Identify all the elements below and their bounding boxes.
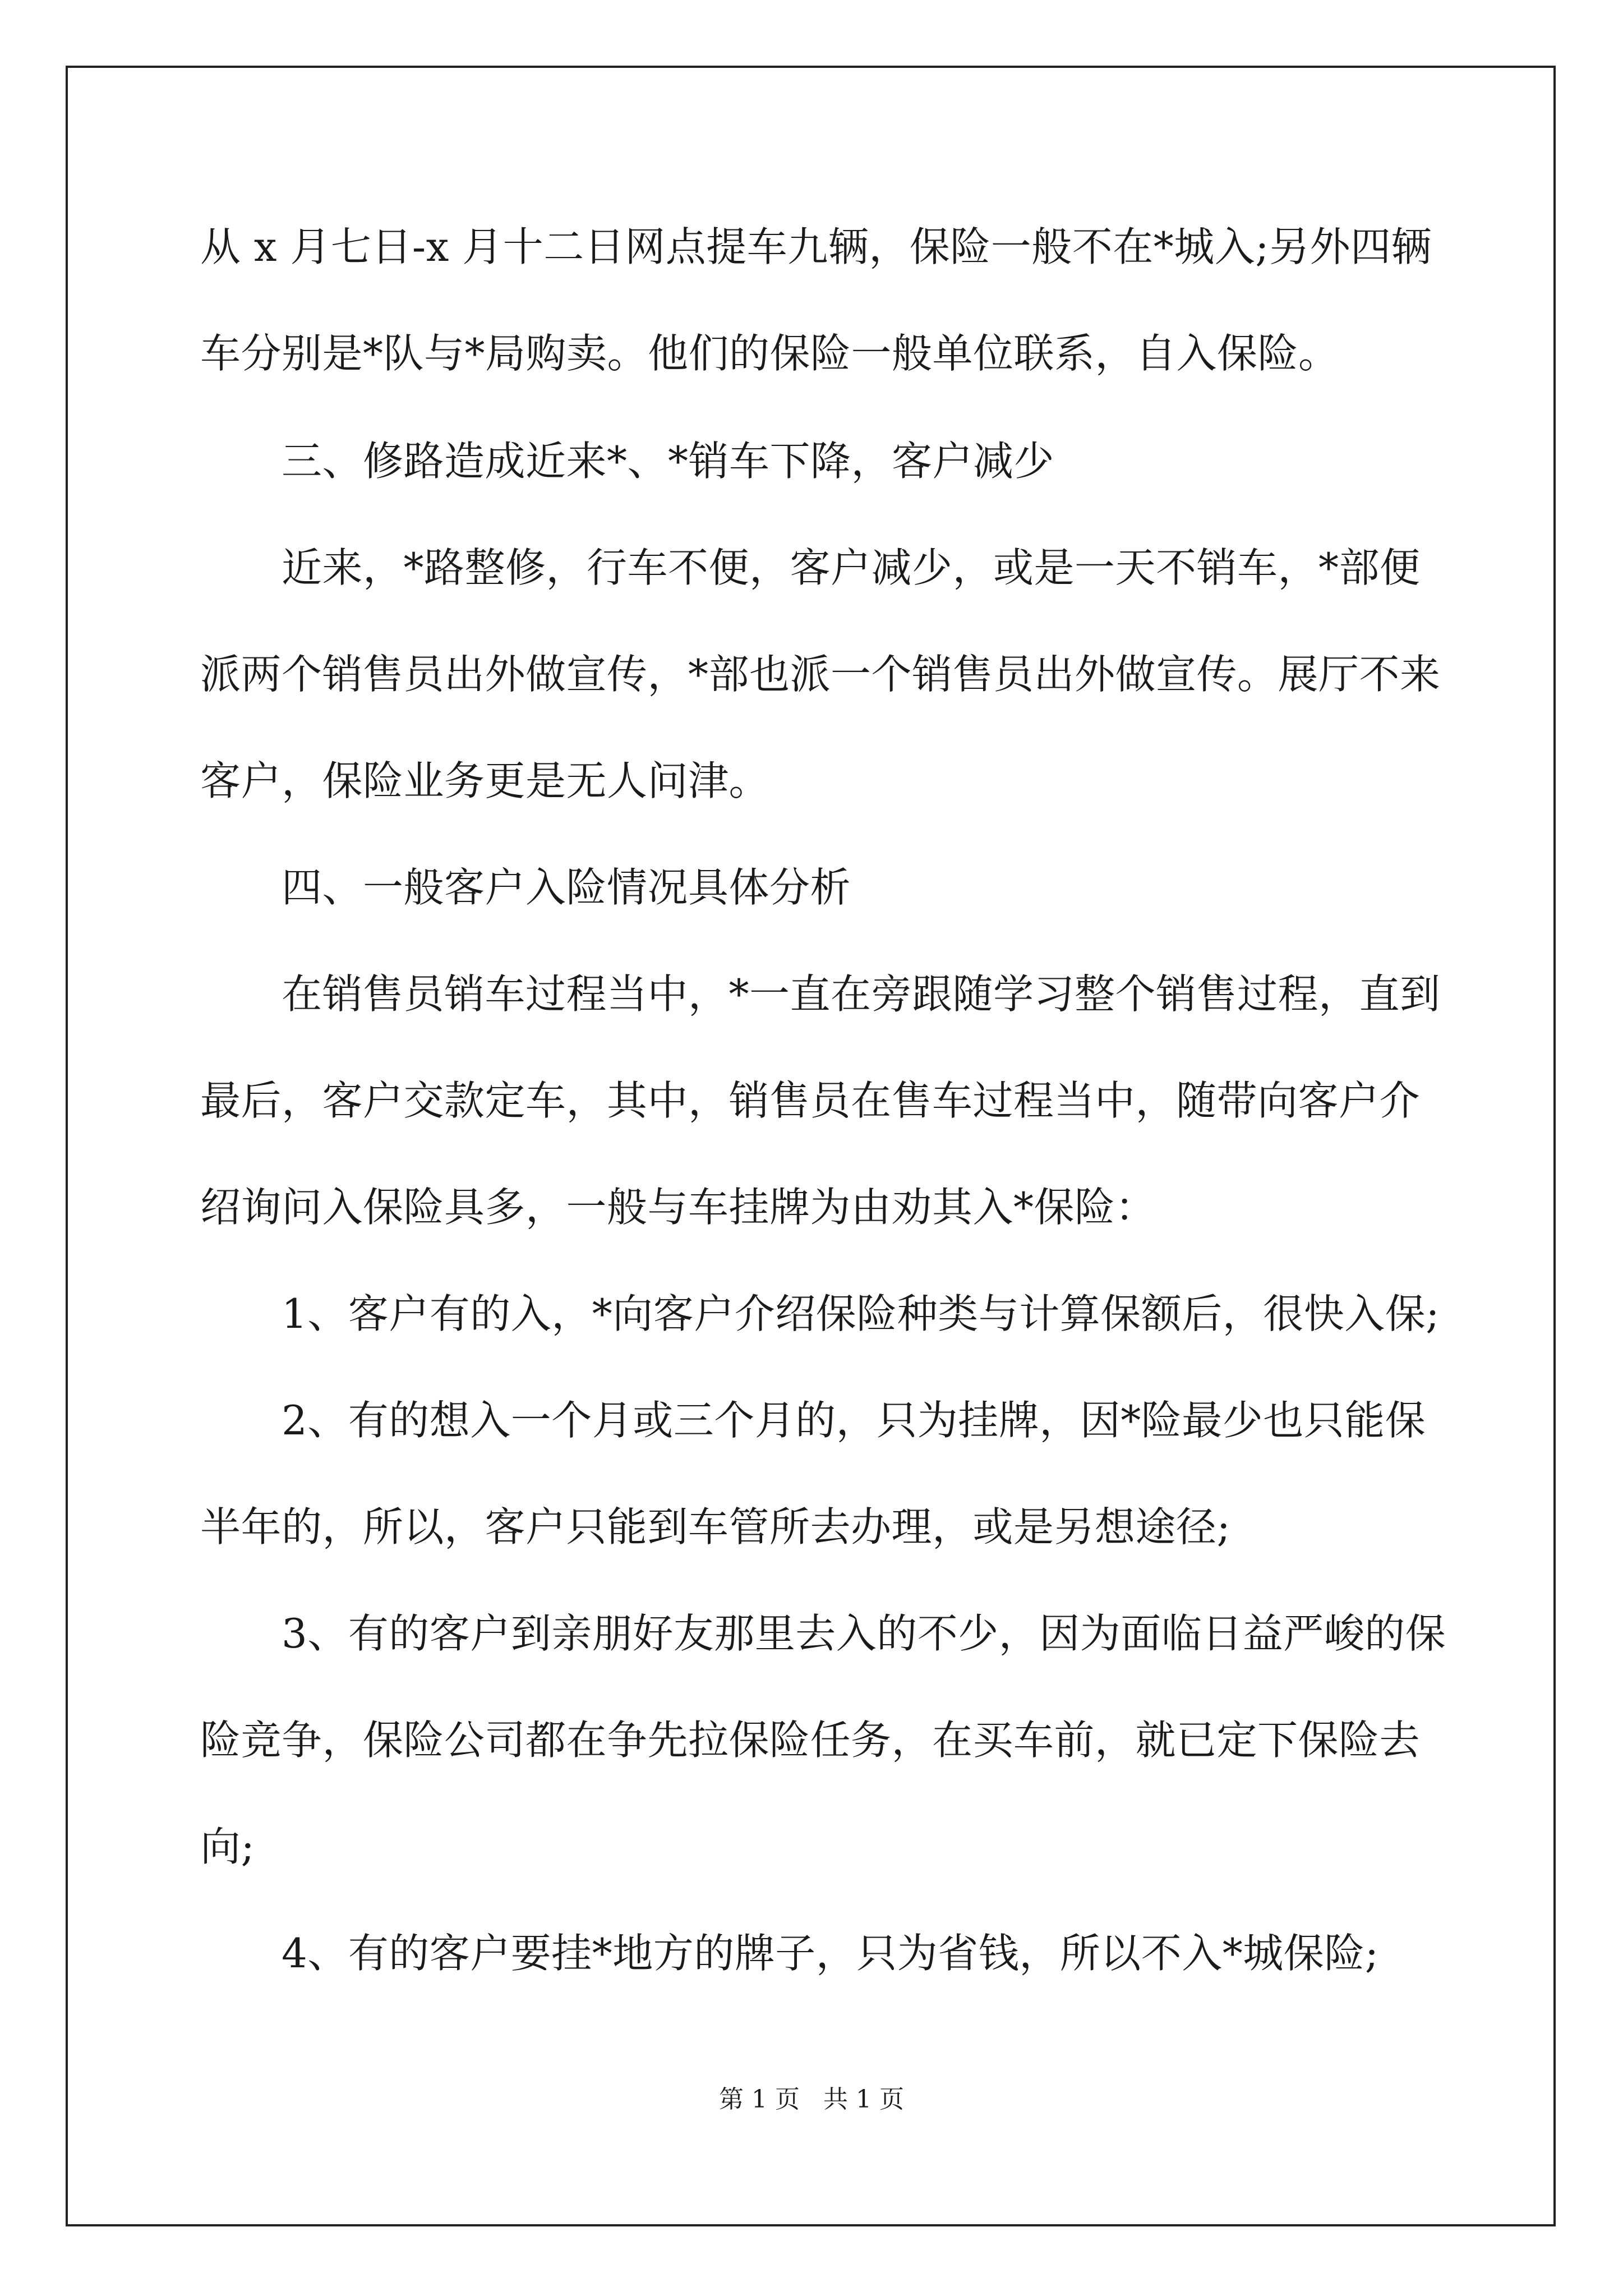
text-line: 客户，保险业务更是无人问津。: [200, 757, 770, 804]
list-item: 1、客户有的入，*向客户介绍保险种类与计算保额后，很快入保;: [282, 1290, 1440, 1337]
list-item: 2、有的想入一个月或三个月的，只为挂牌，因*险最少也只能保: [282, 1397, 1426, 1444]
text-line: 绍询问入保险具多，一般与车挂牌为由劝其入*保险：: [200, 1184, 1156, 1231]
list-item: 4、有的客户要挂*地方的牌子，只为省钱，所以不入*城保险;: [282, 1930, 1379, 1977]
page-border: [66, 66, 1556, 2226]
section-heading: 四、一般客户入险情况具体分析: [282, 864, 851, 911]
text-line: 派两个销售员出外做宣传，*部也派一个销售员出外做宣传。展厅不来: [200, 651, 1441, 698]
list-item: 3、有的客户到亲朋好友那里去入的不少，因为面临日益严峻的保: [282, 1610, 1446, 1657]
text-line: 险竞争，保险公司都在争先拉保险任务，在买车前，就已定下保险去: [200, 1717, 1421, 1764]
text-line: 在销售员销车过程当中，*一直在旁跟随学习整个销售过程，直到: [282, 970, 1441, 1018]
text-line: 近来，*路整修，行车不便，客户减少，或是一天不销车，*部便: [282, 544, 1421, 591]
text-line: 半年的，所以，客户只能到车管所去办理，或是另想途径;: [200, 1503, 1231, 1550]
page-number-footer: 第 1 页 共 1 页: [719, 2085, 904, 2114]
text-line: 车分别是*队与*局购卖。他们的保险一般单位联系，自入保险。: [200, 330, 1339, 377]
text-line: 向;: [200, 1823, 255, 1870]
text-line: 从 x 月七日-x 月十二日网点提车九辆，保险一般不在*城入;另外四辆: [200, 223, 1432, 270]
section-heading: 三、修路造成近来*、*销车下降，客户减少: [282, 438, 1055, 485]
text-line: 最后，客户交款定车，其中，销售员在售车过程当中，随带向客户介: [200, 1077, 1421, 1124]
